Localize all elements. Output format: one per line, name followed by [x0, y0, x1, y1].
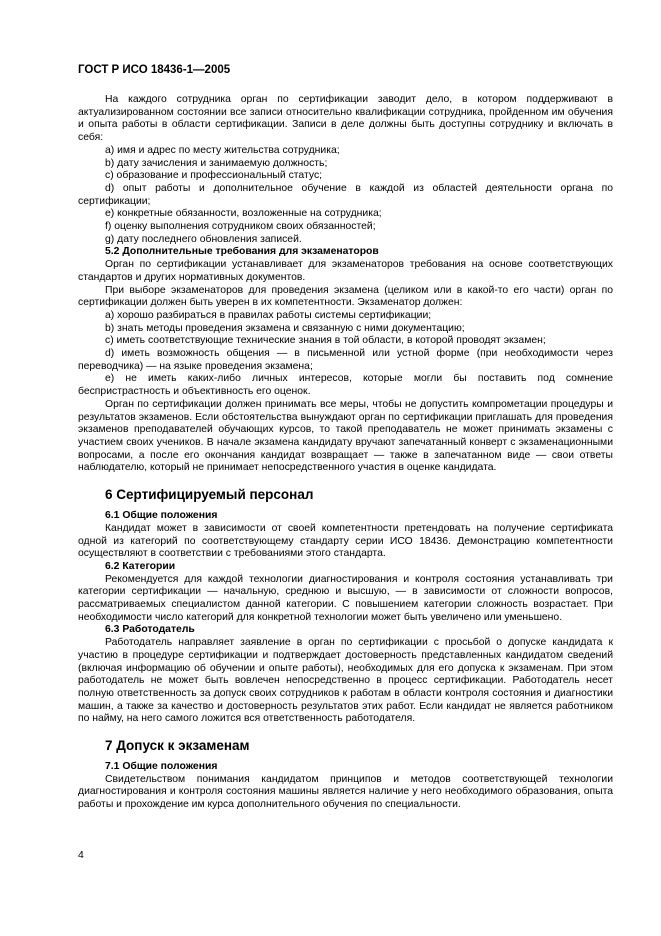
section-6-2-heading: 6.2 Категории [105, 560, 176, 572]
record-item-c: с) образование и профессиональный статус; [105, 170, 323, 182]
examiner-item-d: d) иметь возможность общения — в письменной или устной форме (при необходимости через переводчика) — на языке проведения экзамена; [78, 348, 613, 372]
section-5-2-paragraph-1: Орган по сертификации устанавливает для экзаменаторов требования на основе соответствующих стандартов и других нормативных документов. [78, 259, 613, 283]
section-6-heading: 6 Сертифицируемый персонал [105, 487, 314, 503]
examiner-item-c: с) иметь соответствующие технические знания в той области, в которой проводят экзамен; [105, 335, 546, 347]
section-7-1-heading: 7.1 Общие положения [105, 761, 218, 773]
section-6-3-paragraph: Работодатель направляет заявление в орган по сертификации с просьбой о допуске кандидата к участию в процедуре сертификации и подтверждает достоверность представленных кандидатом сведений (включая информацию об обучении и опыте работы), необходимых для его допуска к экзаменам. При этом работодатель не может быть вовлечен непосредственно в процесс сертификации. Работодатель несет полную ответственность за допуск своих сотрудников к работам в области контроля состояния и диагностики машин, а также за качество и достоверность результатов этих работ. Если кандидат не является работником по найму, на него самого ложится вся ответственность работодателя. [78, 637, 613, 725]
document-body [78, 94, 613, 812]
section-7-1-paragraph: Свидетельством понимания кандидатом принципов и методов соответствующей технологии диагностирования и контроля состояния машины является наличие у него необходимого образования, опыта работы и прохождение им курса дополнительного обучения по специальности. [78, 773, 613, 811]
section-5-2-heading: 5.2 Дополнительные требования для экзаменаторов [105, 246, 379, 258]
record-item-f: f) оценку выполнения сотрудником своих обязанностей; [105, 221, 376, 233]
section-6-3-heading: 6.3 Работодатель [105, 624, 195, 636]
intro-paragraph: На каждого сотрудника орган по сертификации заводит дело, в котором поддерживают в актуализированном состоянии все записи относительно квалификации сотрудника, пройденном им обучения и опыта работы в области сертификации. Записи в деле должны быть доступны сотруднику и включать в себя: [78, 94, 613, 144]
record-item-b: b) дату зачисления и занимаемую должность; [105, 157, 328, 169]
record-item-g: g) дату последнего обновления записей. [105, 233, 302, 245]
section-5-2-paragraph-3: Орган по сертификации должен принимать все меры, чтобы не допустить компрометации процедуры и результатов экзаменов. Если обстоятельства вынуждают орган по сертификации приглашать для проведения экзаменов преподавателей обучающих курсов, то такой преподаватель не может принимать экзамены с участием своих учеников. В начале экзамена кандидату вручают запечатанный конверт с экзаменационными вопросами, а после его окончания кандидат возвращает — также в запечатанном виде — свои ответы наблюдателю, который не принимает непосредственного участия в оценке кандидата. [78, 398, 613, 474]
examiner-item-a: а) хорошо разбираться в правилах работы системы сертификации; [105, 309, 432, 321]
section-6-1-heading: 6.1 Общие положения [105, 510, 218, 522]
examiner-item-b: b) знать методы проведения экзамена и связанную с ними документацию; [105, 322, 465, 334]
section-7-heading: 7 Допуск к экзаменам [105, 738, 250, 754]
section-6-2-paragraph: Рекомендуется для каждой технологии диагностирования и контроля состояния устанавливать три категории сертификации — начальную, среднюю и высшую, — в зависимости от сложности вопросов, рассматриваемых специалистом данной категории. С повышением категории сложность возрастает. При необходимости число категорий для конкретной технологии может быть увеличено или уменьшено. [78, 573, 613, 623]
record-item-a: а) имя и адрес по месту жительства сотрудника; [105, 144, 340, 156]
section-6-1-paragraph: Кандидат может в зависимости от своей компетентности претендовать на получение сертификата одной из категорий по соответствующему стандарту серии ИСО 18436. Демонстрацию компетентности осуществляют в соответствии с требованиями этого стандарта. [78, 522, 613, 560]
record-item-d: d) опыт работы и дополнительное обучение в каждой из областей деятельности органа по сертификации; [78, 182, 613, 207]
page-number: 4 [78, 850, 84, 861]
examiner-item-e: е) не иметь каких-либо личных интересов, которые могли бы поставить под сомнение беспристрастность и объективность его оценок. [78, 373, 613, 398]
section-5-2-paragraph-2: При выборе экзаменаторов для проведения экзамена (целиком или в какой-то его части) орган по сертификации должен быть уверен в их компетентности. Экзаменатор должен: [78, 284, 613, 309]
document-code-header: ГОСТ Р ИСО 18436-1—2005 [78, 64, 231, 76]
record-item-e: е) конкретные обязанности, возложенные на сотрудника; [105, 208, 382, 220]
